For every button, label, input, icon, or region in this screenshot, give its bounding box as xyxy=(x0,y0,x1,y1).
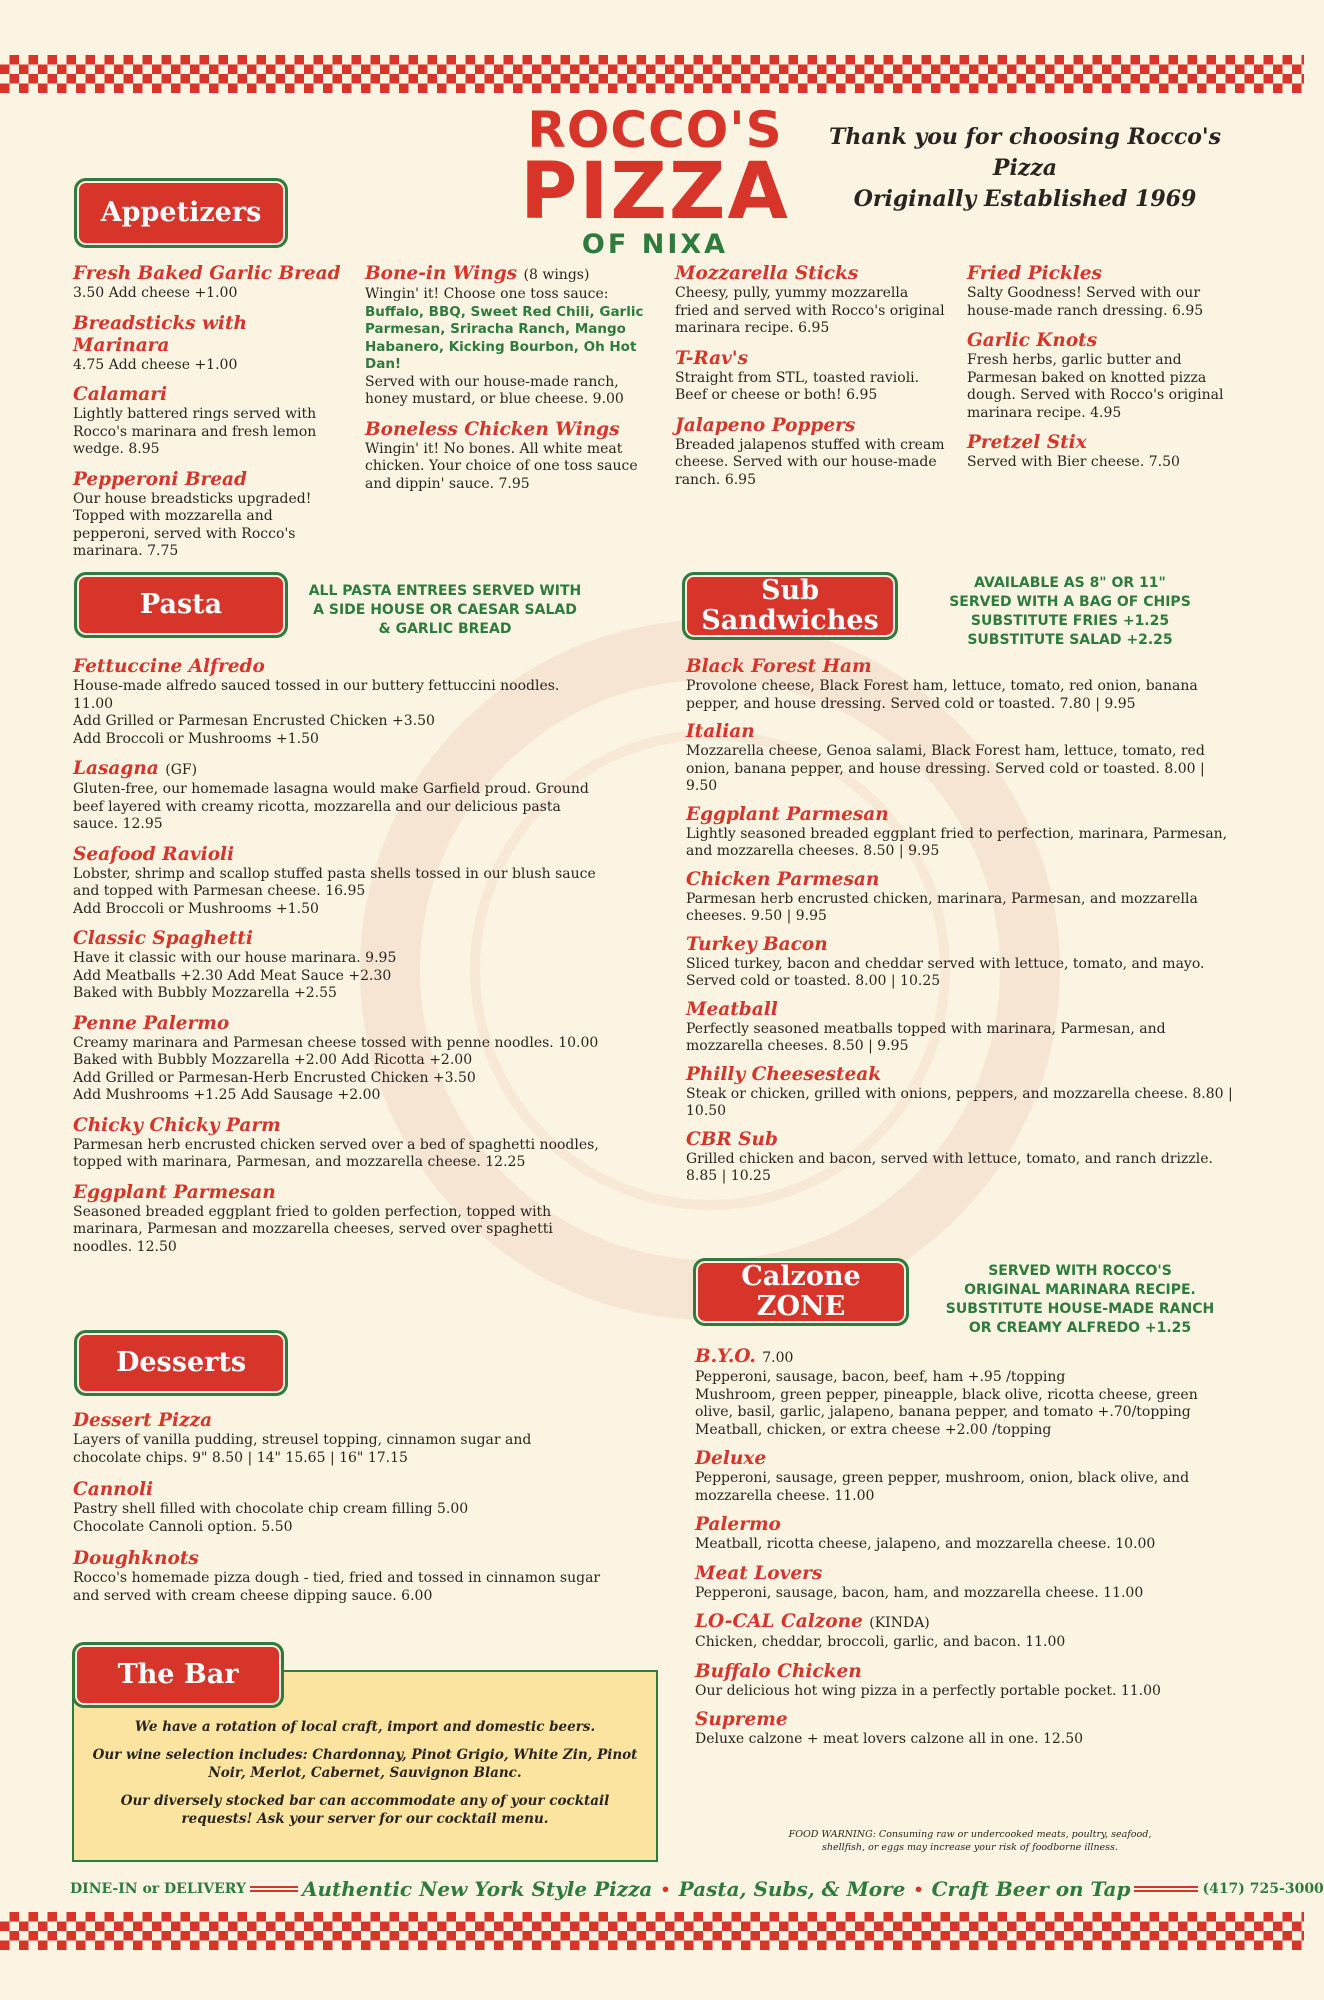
menu-item xyxy=(686,721,1238,796)
wing-sauces: Buffalo, BBQ, Sweet Red Chili, Garlic Parmesan, Sriracha Ranch, Mango Habanero, Kicking Bourbon, Oh Hot Dan! xyxy=(365,303,644,372)
logo-roccos: ROCCO'S xyxy=(527,101,783,159)
item-name: Bone-in Wings (8 wings) xyxy=(365,263,590,284)
item-name: Garlic Knots xyxy=(967,330,1098,351)
menu-item xyxy=(675,263,945,338)
item-desc: House-made alfredo sauced tossed in our buttery fettuccini noodles. 11.00 Add Grilled or Parmesan Encrusted Chicken +3.50 Add Broccoli or Mushrooms +1.50 xyxy=(73,678,560,747)
item-name: Pepperoni Bread xyxy=(73,468,247,490)
menu-item xyxy=(695,1611,1235,1652)
checker-border-top xyxy=(0,55,1304,93)
item-name: Breadsticks with Marinara xyxy=(73,312,247,356)
item-name: LO-CAL Calzone (KINDA) xyxy=(695,1611,930,1632)
thank-you-message xyxy=(805,122,1245,215)
item-name: Philly Cheesesteak xyxy=(686,1063,882,1085)
menu-item xyxy=(73,313,343,375)
item-name: T-Rav's xyxy=(675,347,748,369)
item-desc: Gluten-free, our homemade lasagna would make Garfield proud. Ground beef layered with creamy ricotta, mozzarella and our delicious pasta sauce. 12.95 xyxy=(73,781,589,832)
footer-phone: (417) 725-3000 xyxy=(1202,1881,1324,1897)
menu-item xyxy=(686,1064,1238,1121)
checker-border-bottom xyxy=(0,1912,1304,1950)
menu-item xyxy=(695,1661,1235,1701)
logo-of-nixa: OF NIXA xyxy=(581,229,729,260)
item-name: Cannoli xyxy=(73,1479,154,1500)
restaurant-logo xyxy=(520,101,790,262)
item-name: B.Y.O. 7.00 xyxy=(695,1346,794,1367)
menu-item xyxy=(73,928,603,1003)
calzone-list xyxy=(695,1346,1235,1758)
calzone-note: SERVED WITH ROCCO'S ORIGINAL MARINARA RECIPE. SUBSTITUTE HOUSE-MADE RANCH OR CREAMY ALFREDO +1.25 xyxy=(945,1263,1215,1336)
menu-item xyxy=(73,1013,603,1105)
item-name: Penne Palermo xyxy=(73,1012,230,1034)
item-name: Dessert Pizza xyxy=(73,1410,213,1431)
item-name: Mozzarella Sticks xyxy=(675,263,859,284)
item-desc: Deluxe calzone + meat lovers calzone all in one. 12.50 xyxy=(695,1731,1084,1747)
item-name: Fried Pickles xyxy=(967,263,1102,284)
menu-item xyxy=(73,758,603,834)
item-name: Lasagna (GF) xyxy=(73,758,198,779)
menu-item xyxy=(695,1709,1235,1749)
item-desc: Provolone cheese, Black Forest ham, lettuce, tomato, red onion, banana pepper, and house dressing. Served cold or toasted. 7.80 | 9.95 xyxy=(686,678,1198,712)
item-name: CBR Sub xyxy=(686,1128,778,1150)
appetizers-col-3 xyxy=(675,263,945,499)
item-name: Calamari xyxy=(73,384,168,405)
subs-note: AVAILABLE AS 8" OR 11" SERVED WITH A BAG OF CHIPS SUBSTITUTE FRIES +1.25 SUBSTITUTE SALAD +2.25 xyxy=(949,575,1191,648)
item-name: Eggplant Parmesan xyxy=(686,803,889,825)
item-desc: Straight from STL, toasted ravioli. Beef or cheese or both! 6.95 xyxy=(675,369,920,403)
menu-item xyxy=(365,419,655,494)
item-name: Fresh Baked Garlic Bread xyxy=(73,263,341,284)
item-desc: Pepperoni, sausage, bacon, ham, and mozzarella cheese. 11.00 xyxy=(695,1584,1144,1601)
menu-item xyxy=(686,804,1238,861)
menu-item xyxy=(73,656,603,748)
subs-heading: Sub Sandwiches xyxy=(682,572,898,640)
menu-item xyxy=(73,844,603,919)
menu-item xyxy=(686,934,1238,991)
item-desc: Meatball, ricotta cheese, jalapeno, and mozzarella cheese. 10.00 xyxy=(695,1536,1156,1552)
item-desc: Perfectly seasoned meatballs topped with marinara, Parmesan, and mozzarella cheeses. 8.50 | 9.95 xyxy=(686,1020,1166,1054)
menu-item xyxy=(365,263,655,409)
pasta-note: ALL PASTA ENTREES SERVED WITH A SIDE HOUSE OR CAESAR SALAD & GARLIC BREAD xyxy=(308,583,582,637)
pasta-list xyxy=(73,656,603,1266)
item-desc: Parmesan herb encrusted chicken, marinara, Parmesan, and mozzarella cheeses. 9.50 | 9.95 xyxy=(686,890,1198,924)
bar-beers: We have a rotation of local craft, import and domestic beers. xyxy=(134,1719,596,1735)
item-name: Eggplant Parmesan xyxy=(73,1181,276,1203)
item-name: Seafood Ravioli xyxy=(73,843,235,865)
item-name: Pretzel Stix xyxy=(967,432,1087,453)
item-desc: Our delicious hot wing pizza in a perfectly portable pocket. 11.00 xyxy=(695,1682,1161,1699)
item-desc: Lightly battered rings served with Rocco's marinara and fresh lemon wedge. 8.95 xyxy=(73,406,317,457)
menu-item xyxy=(675,348,945,405)
item-desc: Wingin' it! No bones. All white meat chicken. Your choice of one toss sauce and dippin' sauce. 7.95 xyxy=(365,440,638,492)
item-name: Chicken Parmesan xyxy=(686,868,880,890)
menu-item xyxy=(73,1115,603,1172)
subs-list xyxy=(686,656,1238,1194)
established-line: Originally Established 1969 xyxy=(853,186,1197,212)
menu-item xyxy=(675,415,945,490)
menu-item xyxy=(73,469,343,561)
menu-item xyxy=(73,1410,603,1467)
item-desc: Parmesan herb encrusted chicken served over a bed of spaghetti noodles, topped with marinara, Parmesan, and mozzarella cheese. 12.25 xyxy=(73,1136,599,1170)
footer-dot: • xyxy=(913,1879,924,1899)
calzone-heading: Calzone ZONE xyxy=(693,1258,909,1326)
item-desc: Sliced turkey, bacon and cheddar served with lettuce, tomato, and mayo. Served cold or toasted. 8.00 | 10.25 xyxy=(686,955,1205,989)
bar-cocktails: Our diversely stocked bar can accommodate any of your cocktail requests! Ask your server for our cocktail menu. xyxy=(120,1793,610,1827)
appetizers-col-1 xyxy=(73,263,343,571)
item-desc: Fresh herbs, garlic butter and Parmesan baked on knotted pizza dough. Served with Rocco's original marinara recipe. 4.95 xyxy=(967,352,1224,421)
desserts-heading: Desserts xyxy=(74,1330,288,1396)
thanks-line: Thank you for choosing Rocco's Pizza xyxy=(828,124,1222,181)
menu-item xyxy=(695,1563,1235,1603)
item-desc: Pepperoni, sausage, green pepper, mushroom, onion, black olive, and mozzarella cheese. 11.00 xyxy=(695,1470,1190,1504)
item-name: Turkey Bacon xyxy=(686,933,828,955)
item-name: Fettuccine Alfredo xyxy=(73,656,265,677)
item-desc: Breaded jalapenos stuffed with cream cheese. Served with our house-made ranch. 6.95 xyxy=(675,436,945,488)
item-name: Palermo xyxy=(695,1514,781,1535)
item-name: Chicky Chicky Parm xyxy=(73,1114,281,1136)
bar-info xyxy=(90,1718,640,1838)
desserts-list xyxy=(73,1410,603,1617)
item-desc: Steak or chicken, grilled with onions, peppers, and mozzarella cheese. 8.80 | 10.50 xyxy=(686,1085,1233,1119)
item-desc: Grilled chicken and bacon, served with lettuce, tomato, and ranch drizzle. 8.85 | 10.25 xyxy=(686,1150,1213,1184)
item-desc: Seasoned breaded eggplant fried to golden perfection, topped with marinara, Parmesan and mozzarella cheeses, served over spaghetti noodles. 12.50 xyxy=(73,1203,553,1255)
item-name: Classic Spaghetti xyxy=(73,928,253,949)
footer-tagline-3: Craft Beer on Tap xyxy=(931,1877,1131,1901)
appetizers-heading: Appetizers xyxy=(74,178,288,248)
footer-dine-in: DINE-IN or DELIVERY xyxy=(70,1881,246,1897)
item-desc: 3.50 Add cheese +1.00 xyxy=(73,285,238,301)
item-desc: Lobster, shrimp and scallop stuffed pasta shells tossed in our blush sauce and topped with Parmesan cheese. 16.95 Add Broccoli or Mushrooms +1.50 xyxy=(73,865,596,917)
item-name: Doughknots xyxy=(73,1548,199,1569)
menu-item xyxy=(695,1514,1235,1554)
menu-item xyxy=(73,263,343,303)
item-name: Jalapeno Poppers xyxy=(675,414,856,436)
logo-pizza: PIZZA xyxy=(520,147,790,237)
food-warning: FOOD WARNING: Consuming raw or undercooked meats, poultry, seafood, shellfish, or eggs may increase your risk of foodborne illness. xyxy=(788,1829,1152,1853)
menu-item xyxy=(73,1182,603,1257)
item-desc: 4.75 Add cheese +1.00 xyxy=(73,356,238,373)
footer-rule xyxy=(1134,1886,1198,1892)
item-desc: Served with Bier cheese. 7.50 xyxy=(967,454,1180,470)
bar-wines: Our wine selection includes: Chardonnay, Pinot Grigio, White Zin, Pinot Noir, Merlot, Cabernet, Sauvignon Blanc. xyxy=(92,1747,638,1781)
item-desc: Cheesy, pully, yummy mozzarella fried and served with Rocco's original marinara recipe. 6.95 xyxy=(675,285,945,336)
menu-item xyxy=(73,1479,603,1536)
menu-item xyxy=(686,656,1238,713)
menu-item xyxy=(695,1448,1235,1505)
menu-item xyxy=(73,1548,603,1605)
appetizers-col-2 xyxy=(365,263,655,503)
menu-item xyxy=(686,999,1238,1056)
item-desc: Mozzarella cheese, Genoa salami, Black Forest ham, lettuce, tomato, red onion, banana pepper, and house dressing. Served cold or toasted. 8.00 | 9.50 xyxy=(686,743,1205,794)
footer-banner xyxy=(70,1874,1324,1904)
pasta-heading: Pasta xyxy=(74,572,288,638)
menu-item xyxy=(686,1129,1238,1186)
item-name: Meat Lovers xyxy=(695,1562,823,1584)
appetizers-col-4 xyxy=(967,263,1242,482)
footer-rule xyxy=(250,1886,298,1892)
menu-item xyxy=(695,1346,1235,1439)
footer-tagline-1: Authentic New York Style Pizza xyxy=(301,1877,653,1901)
menu-item xyxy=(967,432,1242,472)
item-name: Buffalo Chicken xyxy=(695,1660,862,1682)
footer-dot: • xyxy=(660,1879,671,1899)
item-name: Black Forest Ham xyxy=(686,656,872,677)
item-desc: Wingin' it! Choose one toss sauce: Buffalo, BBQ, Sweet Red Chili, Garlic Parmesan, Sriracha Ranch, Mango Habanero, Kicking Bourbon, Oh Hot Dan! Served with our house-made ranch, honey mustard, or blue cheese. 9.00 xyxy=(365,286,655,409)
item-desc: Rocco's homemade pizza dough - tied, fried and tossed in cinnamon sugar and served with cream cheese dipping sauce. 6.00 xyxy=(73,1570,601,1604)
menu-item xyxy=(967,263,1242,320)
menu-item xyxy=(686,869,1238,926)
item-desc: Have it classic with our house marinara. 9.95 Add Meatballs +2.30 Add Meat Sauce +2.30 Baked with Bubbly Mozzarella +2.55 xyxy=(73,950,397,1001)
item-name: Italian xyxy=(686,721,755,742)
menu-item xyxy=(967,330,1242,422)
menu-item xyxy=(73,384,343,459)
item-desc: Pastry shell filled with chocolate chip cream filling 5.00 Chocolate Cannoli option. 5.50 xyxy=(73,1501,469,1535)
item-name: Meatball xyxy=(686,998,778,1020)
item-desc: Lightly seasoned breaded eggplant fried to perfection, marinara, Parmesan, and mozzarella cheeses. 8.50 | 9.95 xyxy=(686,825,1228,859)
footer-tagline-2: Pasta, Subs, & More xyxy=(678,1877,906,1901)
item-desc: Pepperoni, sausage, bacon, beef, ham +.95 /topping Mushroom, green pepper, pineapple, black olive, ricotta cheese, green olive, basil, garlic, jalapeno, banana pepper, and tomato +.70/topping Meatball, chicken, or extra cheese +2.00 /topping xyxy=(695,1369,1198,1438)
item-desc: Salty Goodness! Served with our house-made ranch dressing. 6.95 xyxy=(967,285,1204,319)
item-desc: Our house breadsticks upgraded! Topped with mozzarella and pepperoni, served with Rocco's marinara. 7.75 xyxy=(73,490,312,559)
item-desc: Creamy marinara and Parmesan cheese tossed with penne noodles. 10.00 Baked with Bubbly Mozzarella +2.00 Add Ricotta +2.00 Add Grilled or Parmesan-Herb Encrusted Chicken +3.50 Add Mushrooms +1.25 Add Sausage +2.00 xyxy=(73,1034,599,1103)
item-desc: Chicken, cheddar, broccoli, garlic, and bacon. 11.00 xyxy=(695,1634,1066,1650)
item-desc: Layers of vanilla pudding, streusel topping, cinnamon sugar and chocolate chips. 9" 8.50 | 14" 15.65 | 16" 17.15 xyxy=(73,1432,532,1466)
item-name: Boneless Chicken Wings xyxy=(365,418,620,440)
item-name: Deluxe xyxy=(695,1448,767,1469)
bar-heading: The Bar xyxy=(72,1642,284,1708)
item-name: Supreme xyxy=(695,1709,788,1730)
